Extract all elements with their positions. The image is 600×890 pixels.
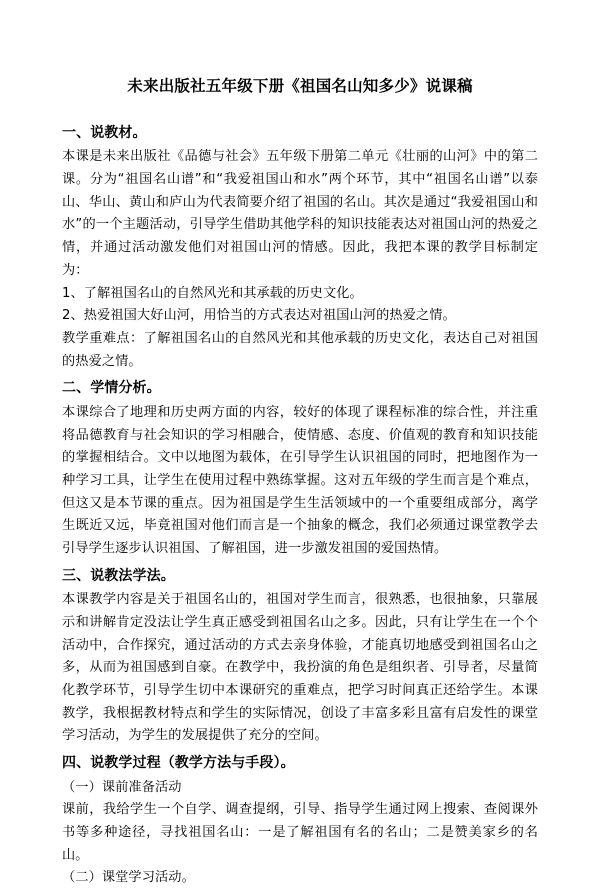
section-guocheng [62, 751, 538, 890]
paragraph: （二）课堂学习活动。 [62, 870, 195, 886]
section-heading-4: 四、说教学过程（教学方法与手段）。 [62, 755, 295, 772]
section-jiaocai [62, 121, 538, 374]
section-xueqing [62, 376, 538, 560]
paragraph: 课前，我给学生一个自学、调查提纲，引导、指导学生通过网上搜索、查阅课外书等多种途径，寻找祖国名山：一是了解祖国有名的名山；二是赞美家乡的名山。 [62, 802, 538, 863]
paragraph: （一）课前准备活动 [62, 779, 182, 795]
page-title: 未来出版社五年级下册《祖国名山知多少》说课稿 [127, 77, 473, 95]
section-heading-2: 二、学情分析。 [62, 380, 161, 397]
paragraph: 本课综合了地理和历史两方面的内容，较好的体现了课程标准的综合性，并注重将品德教育与社会知识的学习相融合，使情感、态度、价值观的教育和知识技能的掌握相结合。文中以地图为载体，在引导学生认识祖国的同时，把地图作为一种学习工具，让学生在使用过程中熟练掌握。这对五年级的学生而言是个难点，但这又是本节课的重点。因为祖国是学生生活领域中的一个重要组成部分，离学生既近又远，毕竟祖国对他们而言是一个抽象的概念，我们必须通过课堂教学去引导学生逐步认识祖国、了解祖国，进一步激发祖国的爱国热情。 [62, 404, 538, 557]
section-jiaofa [62, 564, 538, 748]
paragraph: 1、了解祖国名山的自然风光和其承载的历史文化。 [62, 285, 363, 301]
paragraph: 教学重难点：了解祖国名山的自然风光和其他承载的历史文化，表达自己对祖国的热爱之情。 [62, 330, 538, 369]
section-heading-3: 三、说教法学法。 [62, 567, 175, 584]
paragraph: 本课教学内容是关于祖国名山的，祖国对学生而言，很熟悉，也很抽象，只靠展示和讲解肯定没法让学生真正感受到祖国名山之多。因此，只有让学生在一个个活动中，合作探究，通过活动的方式去亲身体验，才能真切地感受到祖国名山之多，从而为祖国感到自豪。在教学中，我扮演的角色是组织者、引导者，尽量简化教学环节，引导学生切中本课研究的重难点，把学习时间真正还给学生。本课教学，我根据教材特点和学生的实际情况，创设了丰富多彩且富有启发性的课堂学习活动，为学生的发展提供了充分的空间。 [62, 592, 538, 744]
paragraph: 2、热爱祖国大好山河，用恰当的方式表达对祖国山河的热爱之情。 [62, 308, 456, 324]
section-heading-1: 一、说教材。 [62, 124, 147, 141]
paragraph: 本课是未来出版社《品德与社会》五年级下册第二单元《壮丽的山河》中的第二课。分为“祖国名山谱”和“我爱祖国山和水”两个环节，其中“祖国名山谱”以泰山、华山、黄山和庐山为代表简要介绍了祖国的名山。其次是通过“我爱祖国山和水”的一个主题活动，引导学生借助其他学科的知识技能表达对祖国山河的热爱之情，并通过活动激发他们对祖国山河的情感。因此，我把本课的教学目标制定为： [62, 149, 538, 278]
